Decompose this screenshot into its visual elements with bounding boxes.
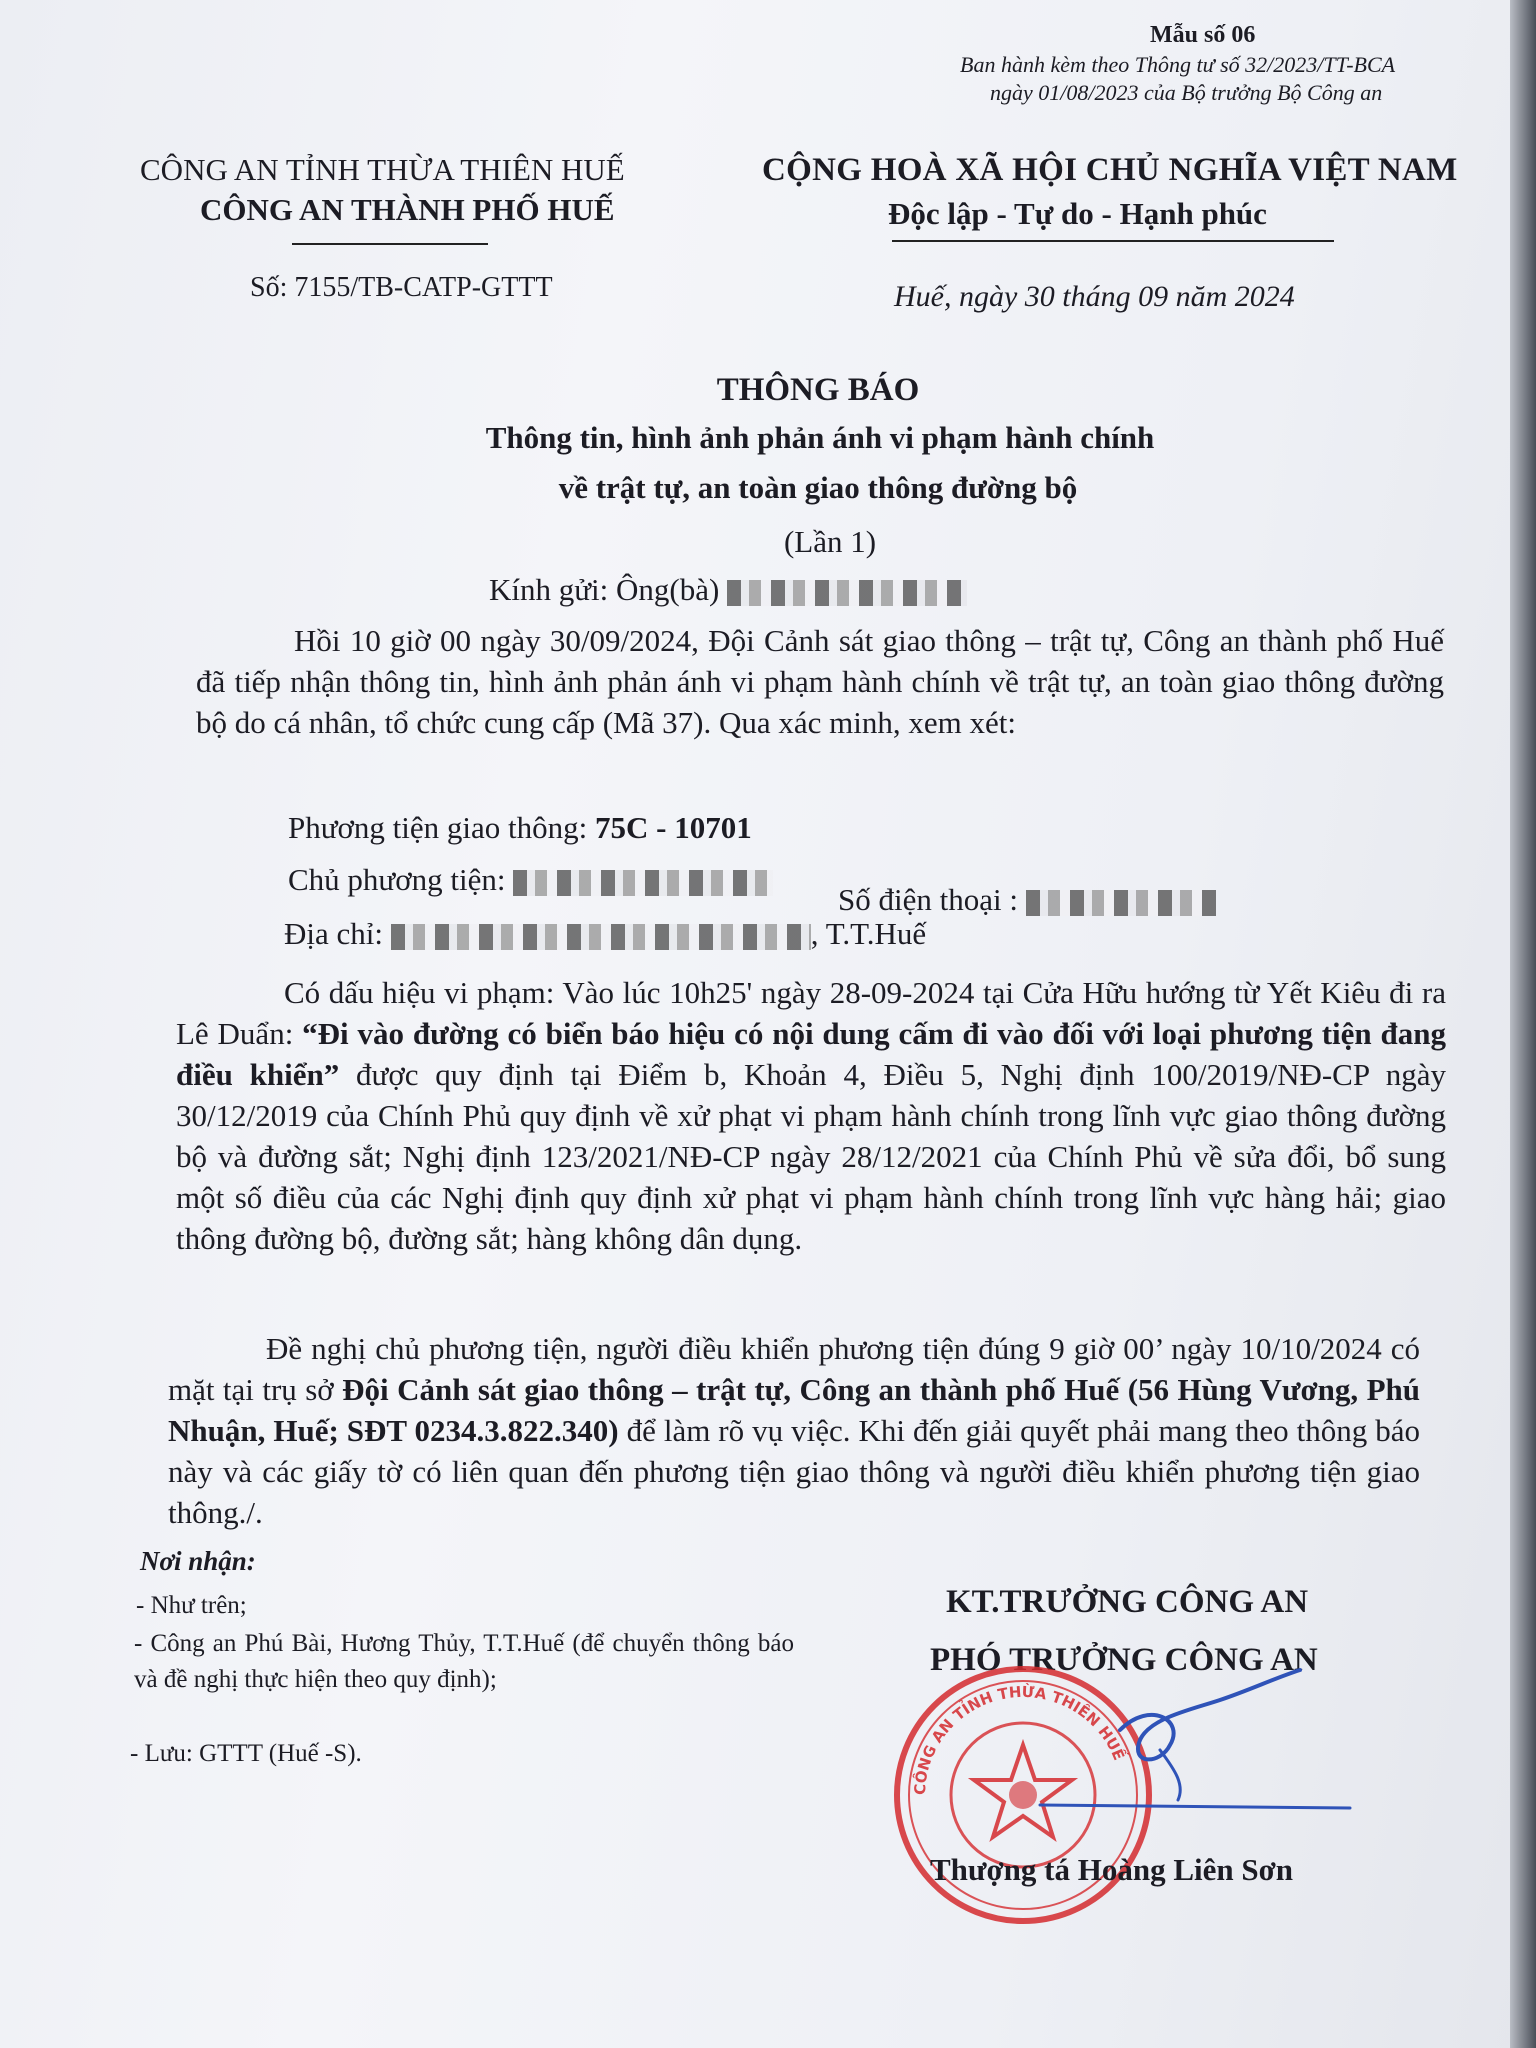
document-subtitle-2: về trật tự, an toàn giao thông đường bộ <box>558 470 1078 505</box>
national-title: CỘNG HOÀ XÃ HỘI CHỦ NGHĨA VIỆT NAM <box>762 152 1458 188</box>
form-number: Mẫu số 06 <box>1150 22 1256 48</box>
agency-underline <box>292 243 488 245</box>
page-edge-shadow <box>1510 0 1536 2048</box>
signature-title-1: KT.TRƯỞNG CÔNG AN <box>946 1584 1309 1620</box>
phone-label: Số điện thoại : <box>838 882 1026 917</box>
address-line <box>284 916 926 952</box>
document-title: THÔNG BÁO <box>716 372 920 408</box>
paragraph-request <box>168 1328 1420 1533</box>
vehicle-plate: 75C - 10701 <box>595 810 752 845</box>
place-date: Huế, ngày 30 tháng 09 năm 2024 <box>894 280 1295 313</box>
form-reference-line2: ngày 01/08/2023 của Bộ trưởng Bộ Công an <box>990 80 1383 105</box>
violation-text-b: được quy định tại Điểm b, Khoản 4, Điều 5, Nghị định 100/2019/NĐ-CP ngày 30/12/2019 của Chính Phủ quy định về xử phạt vi phạm hành chính trong lĩnh vực giao thông đường bộ và đường sắt; Nghị định 123/2021/NĐ-CP ngày 28/12/2021 của Chính Phủ về sửa đổi, bổ sung một số điều của các Nghị định quy định xử phạt vi phạm hành chính trong lĩnh vực hàng hải; giao thông đường bộ, đường sắt; hàng không dân dụng. <box>176 1057 1446 1256</box>
agency-name: CÔNG AN THÀNH PHỐ HUẾ <box>200 192 615 227</box>
national-motto: Độc lập - Tự do - Hạnh phúc <box>888 196 1267 231</box>
notice-count: (Lần 1) <box>783 524 877 559</box>
addressee <box>0 572 1496 608</box>
signature-title-2: PHÓ TRƯỞNG CÔNG AN <box>930 1642 1318 1678</box>
handwritten-signature <box>1000 1640 1380 1840</box>
recipient-2: - Công an Phú Bài, Hương Thủy, T.T.Huế (để chuyển thông báo và đề nghị thực hiện theo quy định); <box>134 1630 794 1693</box>
recipient-1: - Như trên; <box>136 1592 247 1619</box>
violation-text-a: Có dấu hiệu vi phạm: Vào lúc 10h25' ngày 28-09-2024 tại Cửa Hữu hướng từ Yết Kiêu đi ra Lê Duẩn: <box>176 975 1446 1051</box>
addressee-label: Kính gửi: Ông(bà) <box>488 572 720 607</box>
vehicle-label: Phương tiện giao thông: <box>288 810 596 845</box>
redacted-phone <box>1026 890 1216 916</box>
office-address: Đội Cảnh sát giao thông – trật tự, Công an thành phố Huế (56 Hùng Vương, Phú Nhuận, Huế; SĐT 0234.3.822.340) <box>168 1372 1420 1448</box>
address-label: Địa chỉ: <box>284 916 391 951</box>
motto-underline <box>892 240 1334 242</box>
paragraph-violation <box>176 972 1446 1259</box>
redacted-address <box>391 924 811 950</box>
vehicle-line <box>288 810 752 846</box>
recipient-3: - Lưu: GTTT (Huế -S). <box>130 1740 362 1767</box>
violation-description: “Đi vào đường có biển báo hiệu có nội dung cấm đi vào đối với loại phương tiện đang điều khiển” <box>176 1016 1446 1092</box>
document-number: Số: 7155/TB-CATP-GTTT <box>250 272 553 303</box>
phone-line <box>838 882 1216 918</box>
request-text-a: Đề nghị chủ phương tiện, người điều khiển phương tiện đúng 9 giờ 00’ ngày 10/10/2024 có mặt tại trụ sở <box>168 1331 1420 1407</box>
agency-parent: CÔNG AN TỈNH THỪA THIÊN HUẾ <box>140 152 625 187</box>
owner-label: Chủ phương tiện: <box>288 862 514 897</box>
redacted-name <box>727 580 967 606</box>
address-suffix: , T.T.Huế <box>810 916 927 951</box>
seal-text: CÔNG AN TỈNH THỪA THIÊN HUẾ <box>910 1682 1129 1796</box>
signer-name: Thượng tá Hoàng Liên Sơn <box>930 1852 1294 1887</box>
form-reference-line1: Ban hành kèm theo Thông tư số 32/2023/TT-BCA <box>960 52 1396 77</box>
redacted-owner <box>513 870 773 896</box>
paragraph-intro: Hồi 10 giờ 00 ngày 30/09/2024, Đội Cảnh sát giao thông – trật tự, Công an thành phố Huế đã tiếp nhận thông tin, hình ảnh phản ánh vi phạm hành chính về trật tự, an toàn giao thông đường bộ do cá nhân, tổ chức cung cấp (Mã 37). Qua xác minh, xem xét: <box>196 623 1444 740</box>
owner-line <box>288 862 773 898</box>
document-subtitle-1: Thông tin, hình ảnh phản ánh vi phạm hành chính <box>485 420 1155 455</box>
request-text-b: để làm rõ vụ việc. Khi đến giải quyết phải mang theo thông báo này và các giấy tờ có liên quan đến phương tiện giao thông và người điều khiển phương tiện giao thông./. <box>168 1413 1420 1530</box>
recipients-title: Nơi nhận: <box>140 1546 256 1576</box>
